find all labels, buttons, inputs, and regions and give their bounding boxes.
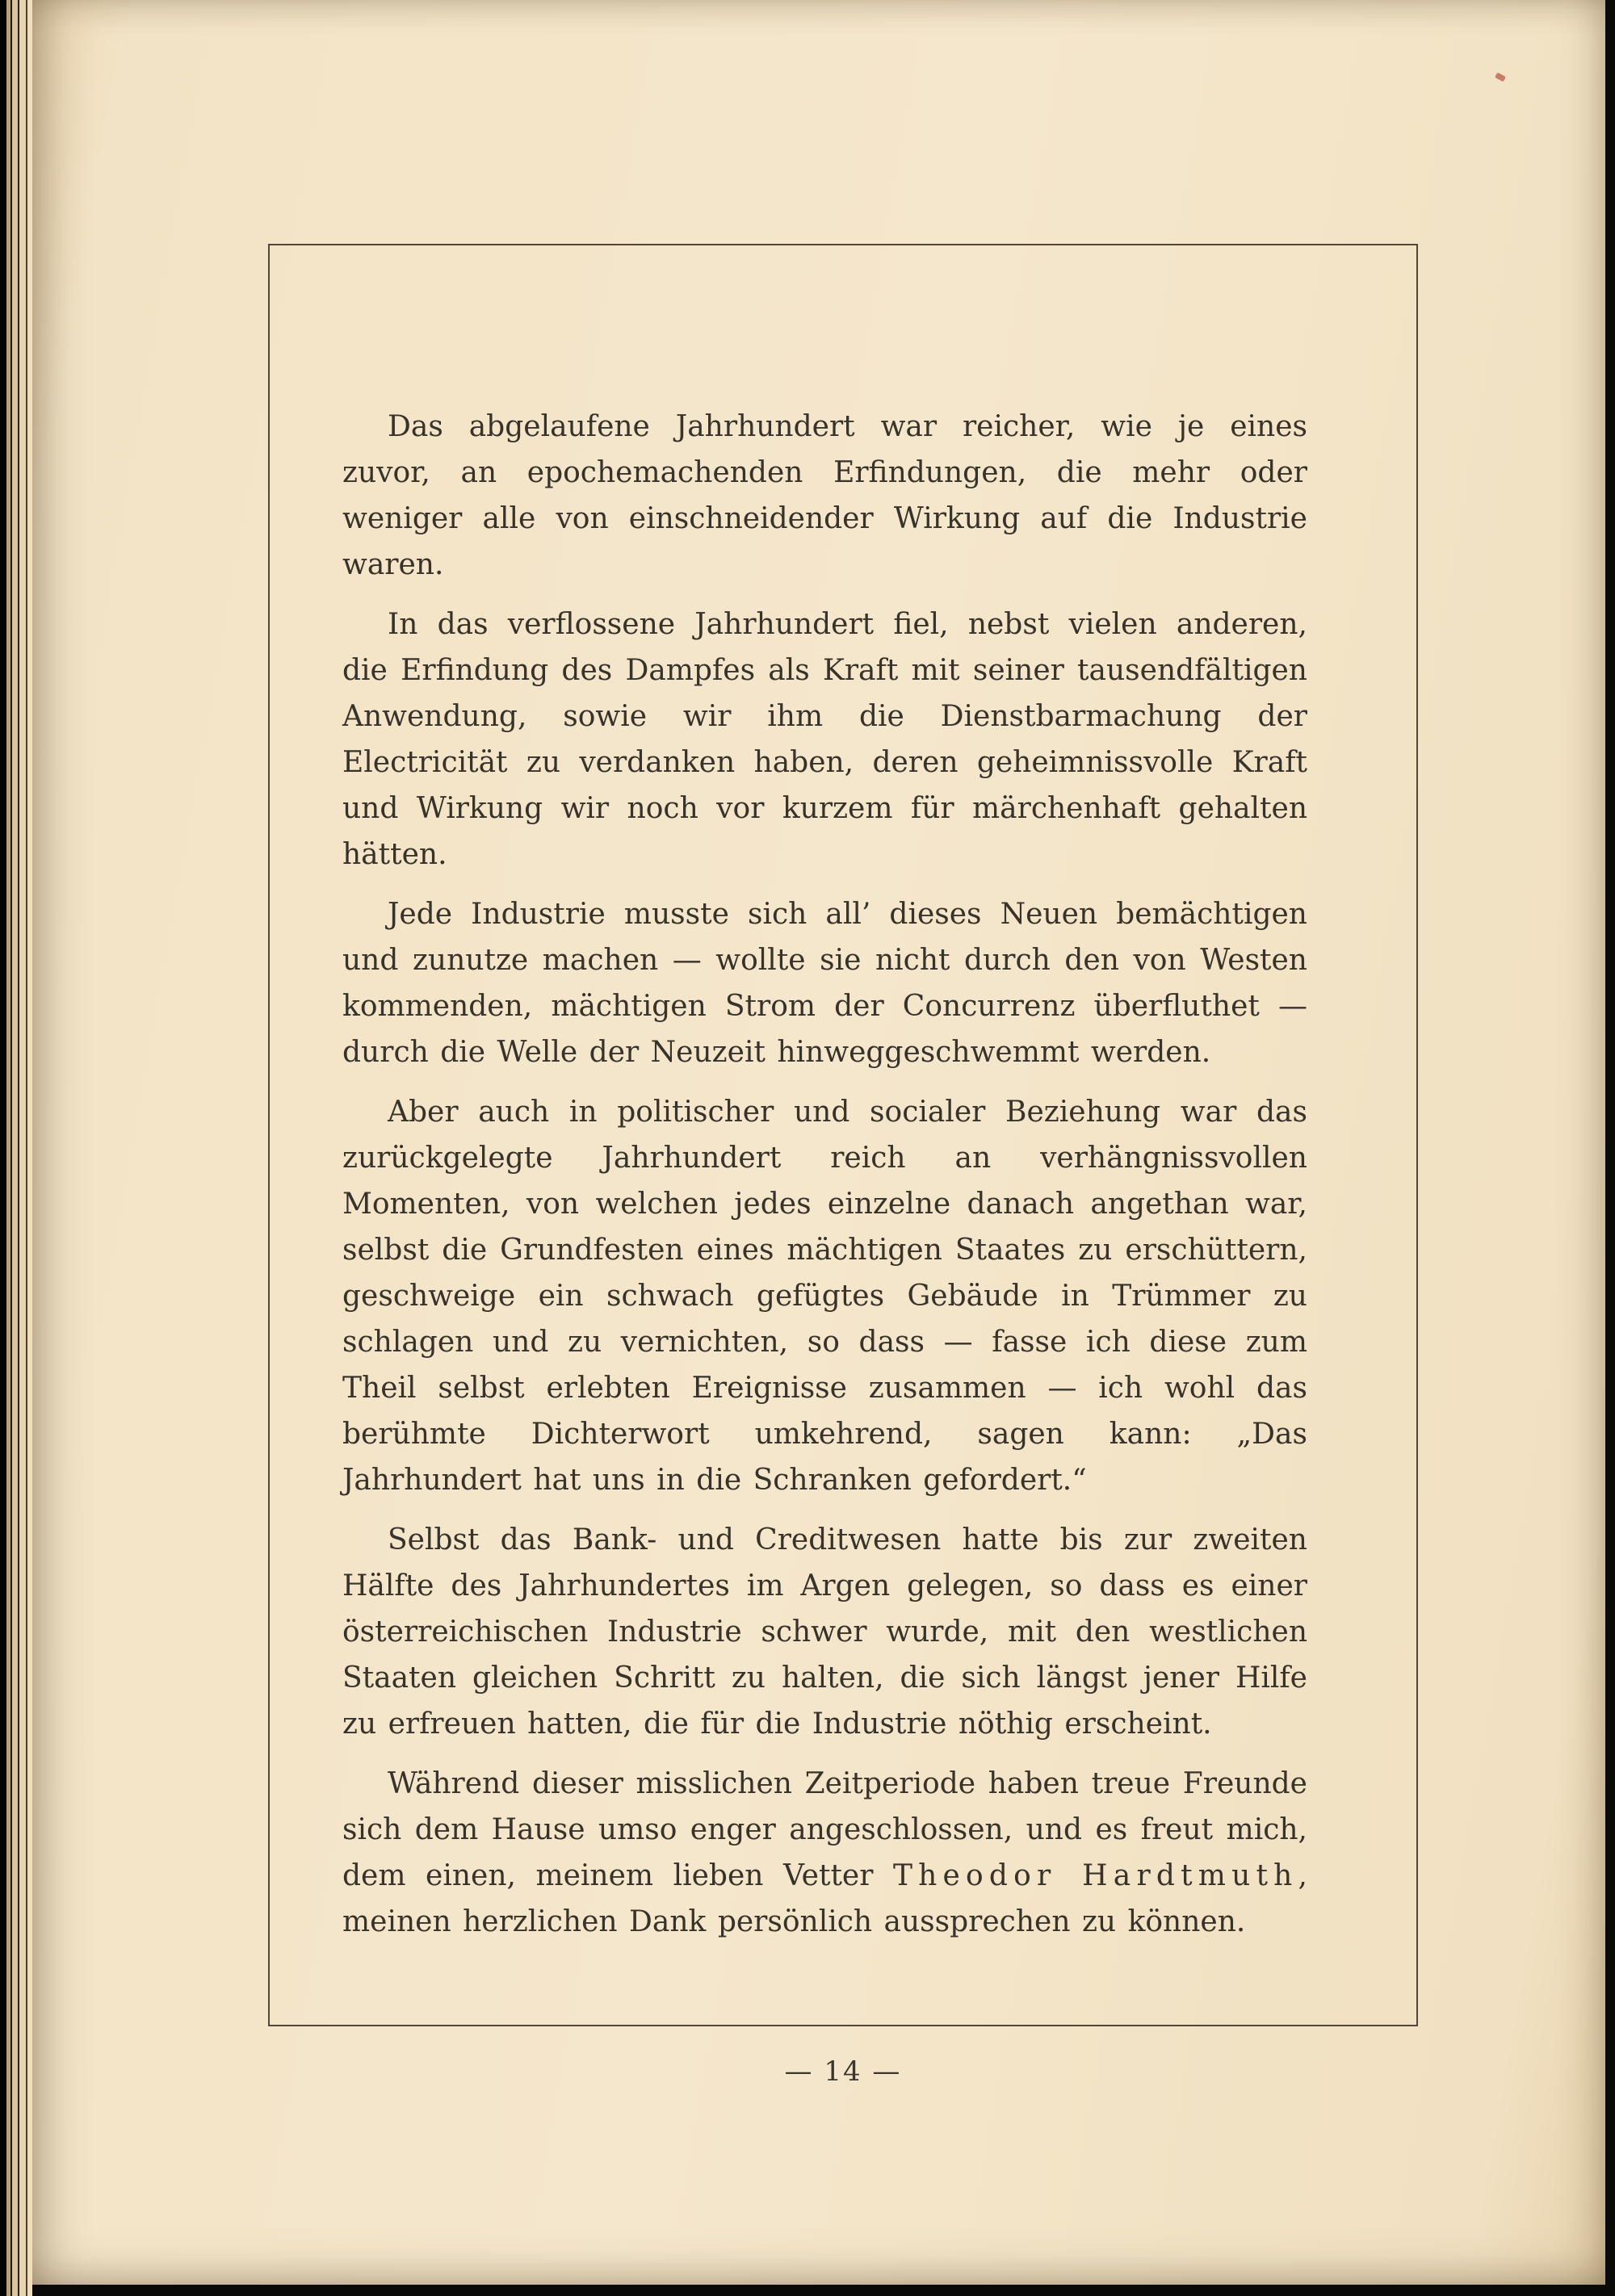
text-block bbox=[270, 245, 1416, 1959]
paragraph-1: Das abgelaufene Jahrhundert war reicher, wie je eines zuvor, an epochemachenden Erfindungen, die mehr oder weniger alle von einschneidender Wirkung auf die Industrie waren. bbox=[342, 410, 1307, 581]
paper-page bbox=[32, 0, 1605, 2285]
paragraph-2: In das verflossene Jahrhundert fiel, nebst vielen anderen, die Erfindung des Dampfes als Kraft mit seiner tausendfältigen Anwendung, sowie wir ihm die Dienstbarmachung der Electricität zu verdanken haben, deren geheimnissvolle Kraft und Wirkung wir noch vor kurzem für märchenhaft gehalten hätten. bbox=[342, 608, 1307, 871]
paragraph-4: Aber auch in politischer und socialer Beziehung war das zurückgelegte Jahrhundert reich an verhängnissvollen Momenten, von welchen jedes einzelne danach angethan war, selbst die Grundfesten eines mächtigen Staates zu erschüttern, geschweige ein schwach gefügtes Gebäude in Trümmer zu schlagen und zu vernichten, so dass — fasse ich diese zum Theil selbst erlebten Ereignisse zusammen — ich wohl das berühmte Dichterwort umkehrend, sagen kann: „Das Jahrhundert hat uns in die Schranken gefordert.“ bbox=[342, 1096, 1307, 1497]
book-spine-edge bbox=[0, 0, 32, 2296]
page-number: — 14 — bbox=[784, 2055, 902, 2088]
paragraph-6 bbox=[342, 1761, 1307, 1945]
paragraph-6-text-before: Während dieser misslichen Zeitperiode haben treue Freunde sich dem Hause umso enger angeschlossen, und es freut mich, dem einen, meinem lieben Vetter bbox=[342, 1767, 1307, 1892]
paragraph-6-text-after: , meinen herzlichen Dank persönlich aussprechen zu können. bbox=[342, 1859, 1307, 1938]
paragraph-5: Selbst das Bank- und Creditwesen hatte bis zur zweiten Hälfte des Jahrhundertes im Argen gelegen, so dass es einer österreichischen Industrie schwer wurde, mit den westlichen Staaten gleichen Schritt zu halten, die sich längst jener Hilfe zu erfreuen hatten, die für die Industrie nöthig erscheint. bbox=[342, 1523, 1307, 1741]
scan-artifact bbox=[1495, 73, 1506, 82]
page-border-frame bbox=[268, 244, 1418, 2026]
paragraph-3: Jede Industrie musste sich all’ dieses Neuen bemächtigen und zunutze machen — wollte sie nicht durch den von Westen kommenden, mächtigen Strom der Concurrenz überfluthet — durch die Welle der Neuzeit hinweggeschwemmt werden. bbox=[342, 898, 1307, 1069]
emphasized-name: Theodor Hardtmuth bbox=[892, 1859, 1298, 1892]
